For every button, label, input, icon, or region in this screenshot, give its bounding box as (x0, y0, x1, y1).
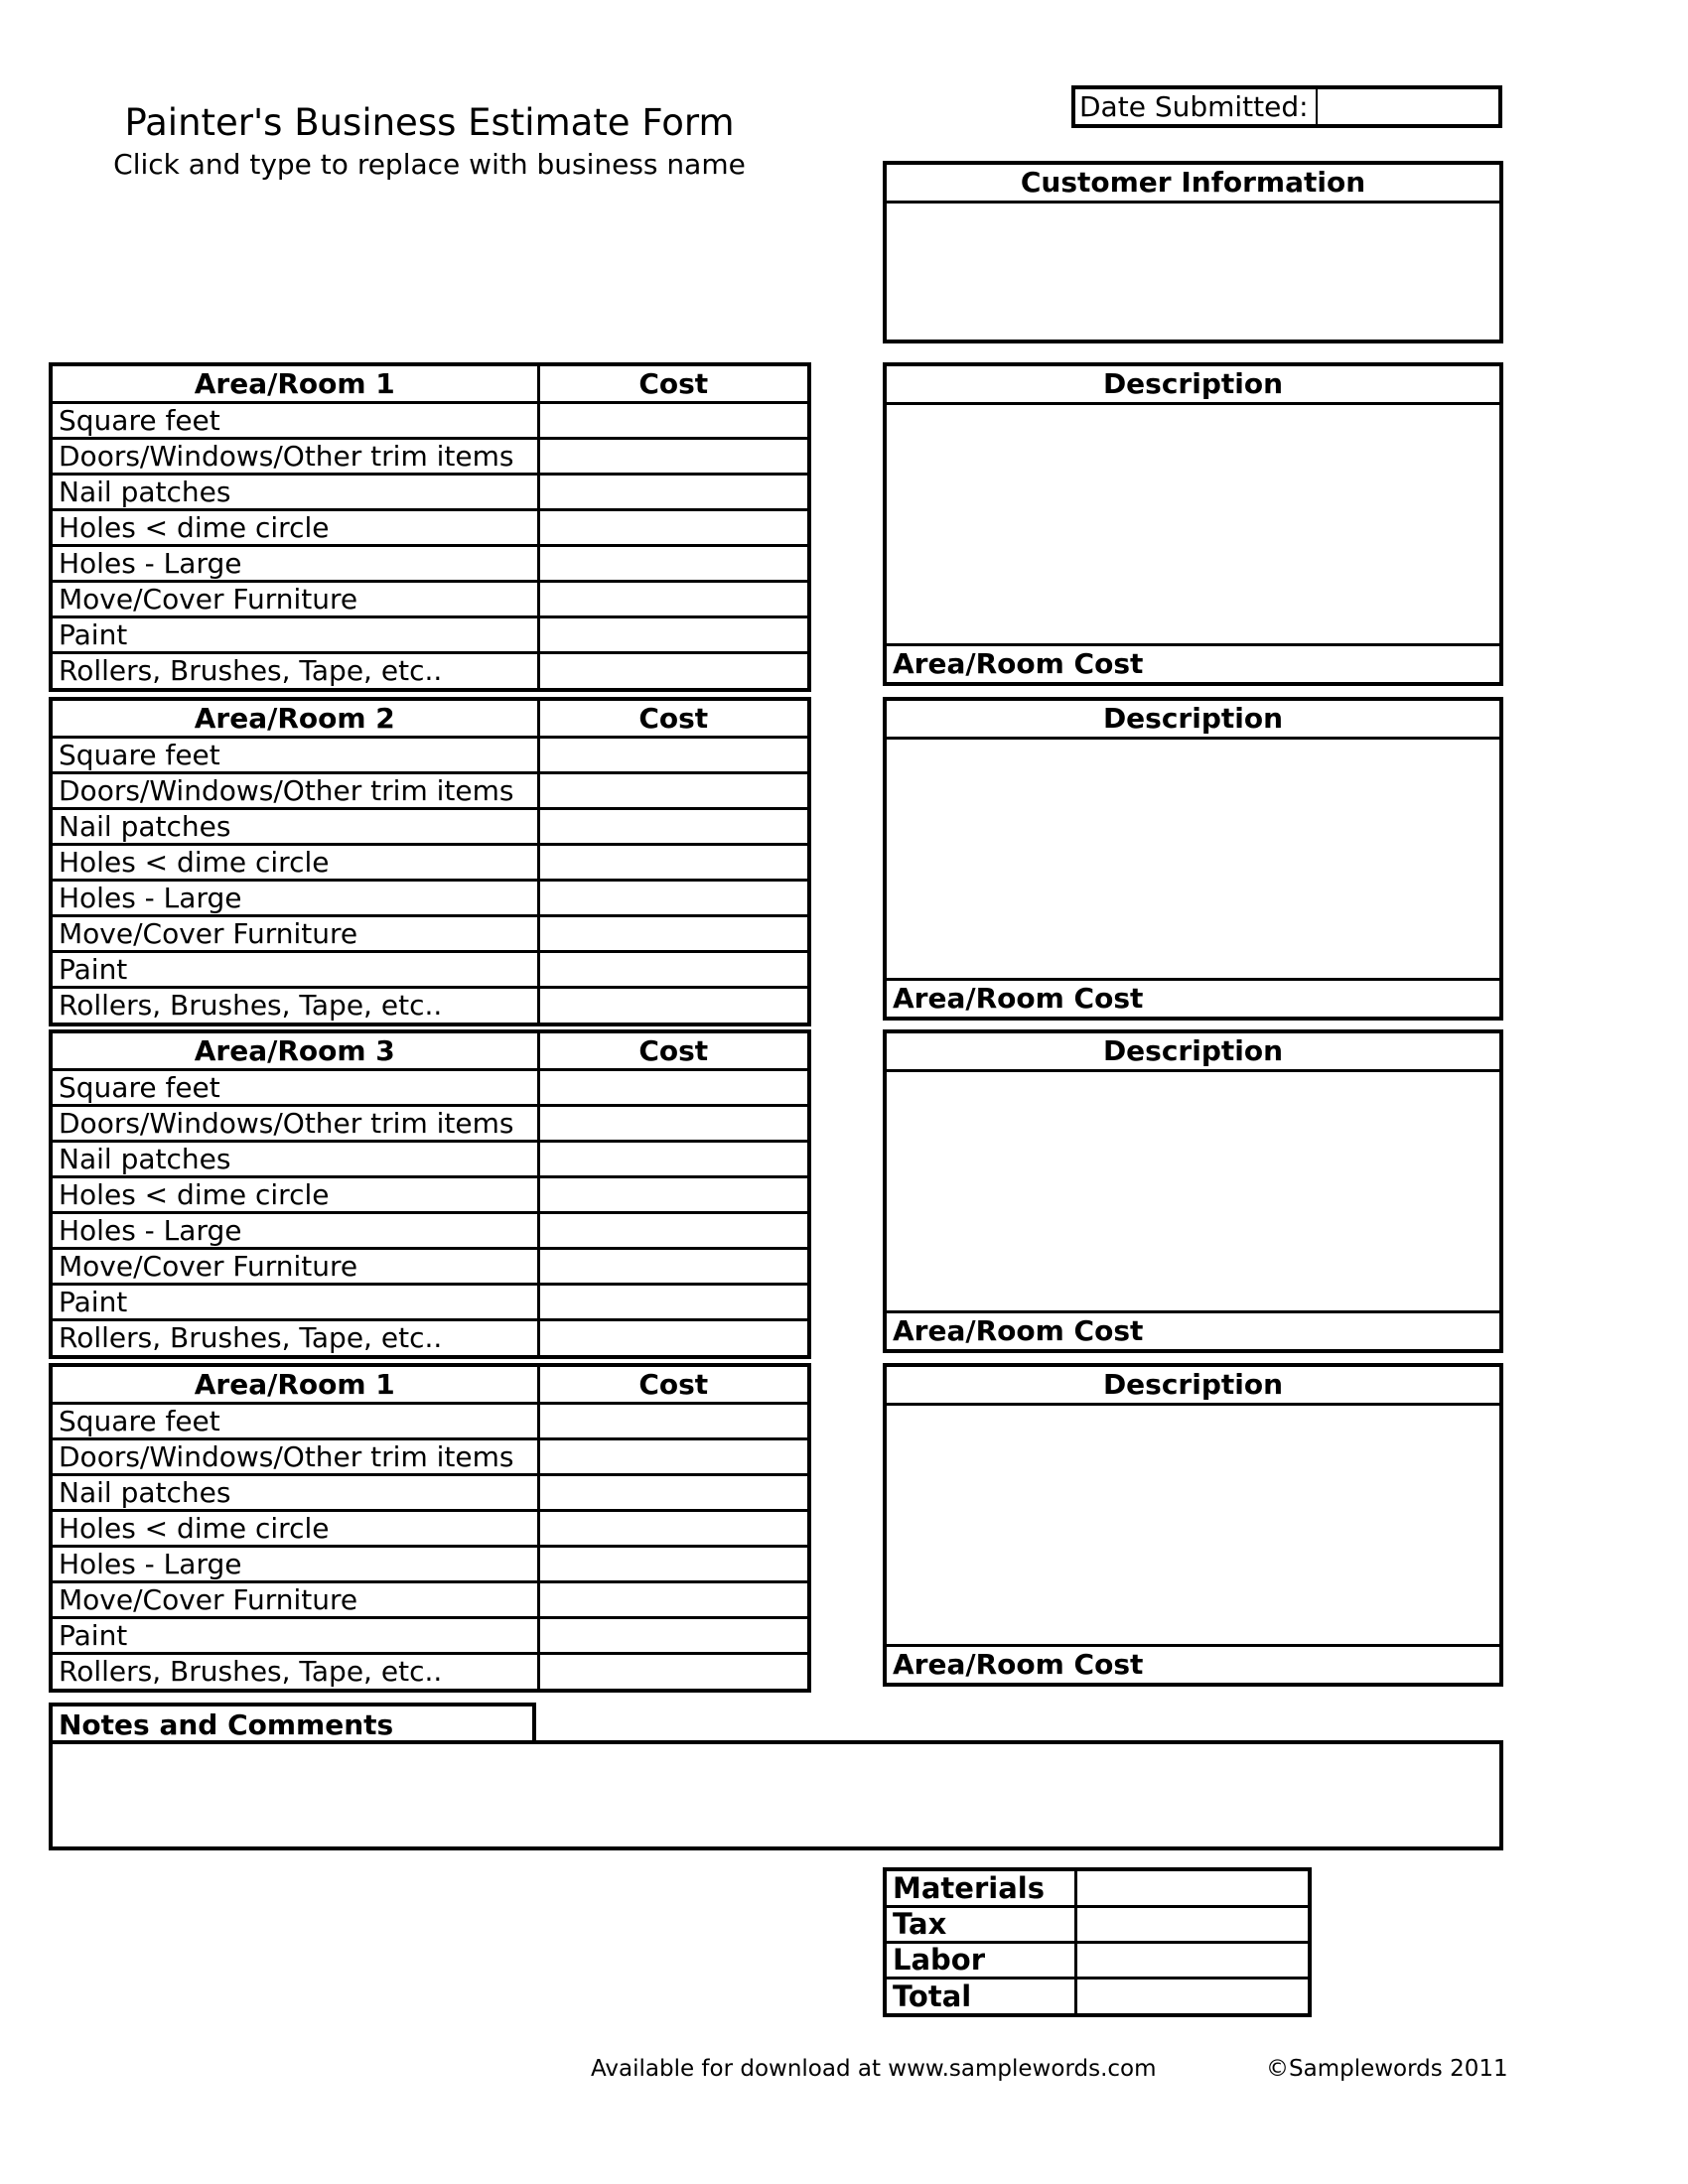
table-row (53, 1403, 807, 1438)
summary-value-input[interactable] (1075, 1871, 1308, 1907)
table-row (53, 808, 807, 844)
cost-input[interactable] (538, 1105, 807, 1141)
date-submitted-label: Date Submitted: (1075, 89, 1318, 124)
item-label: Paint (53, 1284, 538, 1319)
room-cost-label: Area/Room Cost (887, 978, 1499, 1017)
description-header: Description (887, 366, 1499, 405)
cost-header: Cost (538, 701, 807, 737)
item-label: Paint (53, 616, 538, 652)
table-row (53, 1546, 807, 1581)
item-label: Square feet (53, 737, 538, 772)
cost-input[interactable] (538, 438, 807, 474)
item-label: Holes - Large (53, 880, 538, 915)
table-row (53, 772, 807, 808)
summary-value-input[interactable] (1075, 1943, 1308, 1979)
notes-input[interactable] (49, 1740, 1503, 1850)
cost-header: Cost (538, 366, 807, 402)
room-cost-label: Area/Room Cost (887, 1644, 1499, 1683)
description-box (883, 697, 1503, 1021)
table-row (53, 652, 807, 688)
cost-input[interactable] (538, 1546, 807, 1581)
item-label: Doors/Windows/Other trim items (53, 438, 538, 474)
item-label: Doors/Windows/Other trim items (53, 1438, 538, 1474)
table-row (53, 1212, 807, 1248)
business-name-field[interactable]: Click and type to replace with business name (113, 148, 746, 181)
summary-value-input[interactable] (1075, 1907, 1308, 1943)
table-row (53, 1474, 807, 1510)
item-label: Nail patches (53, 1474, 538, 1510)
table-row (53, 1248, 807, 1284)
summary-value-input[interactable] (1075, 1979, 1308, 2014)
table-row (53, 1319, 807, 1355)
cost-header: Cost (538, 1367, 807, 1403)
item-label: Rollers, Brushes, Tape, etc.. (53, 987, 538, 1023)
cost-input[interactable] (538, 915, 807, 951)
cost-input[interactable] (538, 1617, 807, 1653)
item-label: Square feet (53, 1069, 538, 1105)
table-row (53, 987, 807, 1023)
description-box (883, 362, 1503, 686)
summary-row (887, 1943, 1308, 1979)
item-label: Square feet (53, 402, 538, 438)
description-box (883, 1029, 1503, 1353)
cost-input[interactable] (538, 844, 807, 880)
table-row (53, 581, 807, 616)
cost-input[interactable] (538, 545, 807, 581)
item-label: Rollers, Brushes, Tape, etc.. (53, 652, 538, 688)
table-row (53, 1617, 807, 1653)
description-input[interactable] (887, 1406, 1499, 1644)
item-label: Move/Cover Furniture (53, 1248, 538, 1284)
description-header: Description (887, 1367, 1499, 1406)
cost-input[interactable] (538, 880, 807, 915)
summary-label: Tax (887, 1907, 1075, 1943)
cost-input[interactable] (538, 772, 807, 808)
room-cost-table (49, 1029, 811, 1359)
table-row (53, 1141, 807, 1176)
summary-table (883, 1867, 1312, 2017)
summary-label: Total (887, 1979, 1075, 2014)
summary-row (887, 1979, 1308, 2014)
footer-download-text: Available for download at www.samplewords.com (591, 2056, 1157, 2082)
item-label: Square feet (53, 1403, 538, 1438)
table-row (53, 509, 807, 545)
room-cost-table (49, 697, 811, 1026)
footer-copyright: ©Samplewords 2011 (1266, 2056, 1508, 2082)
cost-input[interactable] (538, 987, 807, 1023)
table-row (53, 880, 807, 915)
summary-label: Labor (887, 1943, 1075, 1979)
table-row (53, 402, 807, 438)
item-label: Holes < dime circle (53, 509, 538, 545)
table-row (53, 1176, 807, 1212)
cost-input[interactable] (538, 402, 807, 438)
cost-input[interactable] (538, 737, 807, 772)
cost-input[interactable] (538, 951, 807, 987)
table-row (53, 1284, 807, 1319)
table-row (53, 1581, 807, 1617)
description-header: Description (887, 1033, 1499, 1072)
cost-input[interactable] (538, 1403, 807, 1438)
item-label: Holes < dime circle (53, 844, 538, 880)
item-label: Holes - Large (53, 1212, 538, 1248)
cost-input[interactable] (538, 1510, 807, 1546)
description-input[interactable] (887, 740, 1499, 978)
notes-header: Notes and Comments (49, 1703, 536, 1743)
room-cost-label: Area/Room Cost (887, 1310, 1499, 1349)
item-label: Paint (53, 1617, 538, 1653)
item-label: Doors/Windows/Other trim items (53, 772, 538, 808)
item-label: Rollers, Brushes, Tape, etc.. (53, 1319, 538, 1355)
summary-row (887, 1907, 1308, 1943)
item-label: Nail patches (53, 474, 538, 509)
cost-input[interactable] (538, 1284, 807, 1319)
table-row (53, 545, 807, 581)
room-title: Area/Room 1 (53, 1367, 538, 1403)
table-row (53, 1653, 807, 1689)
room-title: Area/Room 1 (53, 366, 538, 402)
item-label: Move/Cover Furniture (53, 915, 538, 951)
cost-input[interactable] (538, 509, 807, 545)
customer-information-input[interactable] (887, 204, 1499, 342)
table-row (53, 1438, 807, 1474)
item-label: Paint (53, 951, 538, 987)
date-submitted-box (1071, 85, 1502, 128)
table-row (53, 737, 807, 772)
cost-input[interactable] (538, 1248, 807, 1284)
room-cost-table (49, 1363, 811, 1693)
cost-header: Cost (538, 1033, 807, 1069)
item-label: Holes - Large (53, 1546, 538, 1581)
room-title: Area/Room 2 (53, 701, 538, 737)
table-row (53, 474, 807, 509)
description-input[interactable] (887, 405, 1499, 643)
room-cost-label: Area/Room Cost (887, 643, 1499, 682)
cost-input[interactable] (538, 474, 807, 509)
item-label: Doors/Windows/Other trim items (53, 1105, 538, 1141)
table-row (53, 616, 807, 652)
cost-input[interactable] (538, 616, 807, 652)
table-row (53, 844, 807, 880)
item-label: Rollers, Brushes, Tape, etc.. (53, 1653, 538, 1689)
description-header: Description (887, 701, 1499, 740)
item-label: Move/Cover Furniture (53, 1581, 538, 1617)
cost-input[interactable] (538, 652, 807, 688)
cost-input[interactable] (538, 808, 807, 844)
summary-row (887, 1871, 1308, 1907)
date-submitted-input[interactable] (1318, 89, 1498, 124)
table-row (53, 438, 807, 474)
item-label: Holes - Large (53, 545, 538, 581)
description-box (883, 1363, 1503, 1687)
item-label: Nail patches (53, 808, 538, 844)
item-label: Holes < dime circle (53, 1176, 538, 1212)
item-label: Move/Cover Furniture (53, 581, 538, 616)
cost-input[interactable] (538, 1319, 807, 1355)
item-label: Holes < dime circle (53, 1510, 538, 1546)
table-row (53, 1069, 807, 1105)
item-label: Nail patches (53, 1141, 538, 1176)
cost-input[interactable] (538, 1212, 807, 1248)
cost-input[interactable] (538, 1474, 807, 1510)
cost-input[interactable] (538, 1176, 807, 1212)
form-title: Painter's Business Estimate Form (124, 101, 735, 144)
table-row (53, 915, 807, 951)
cost-input[interactable] (538, 581, 807, 616)
cost-input[interactable] (538, 1069, 807, 1105)
table-row (53, 1510, 807, 1546)
table-row (53, 1105, 807, 1141)
cost-input[interactable] (538, 1438, 807, 1474)
customer-information-header: Customer Information (887, 165, 1499, 204)
cost-input[interactable] (538, 1653, 807, 1689)
customer-information-box (883, 161, 1503, 343)
room-title: Area/Room 3 (53, 1033, 538, 1069)
description-input[interactable] (887, 1072, 1499, 1310)
summary-label: Materials (887, 1871, 1075, 1907)
cost-input[interactable] (538, 1141, 807, 1176)
table-row (53, 951, 807, 987)
room-cost-table (49, 362, 811, 692)
cost-input[interactable] (538, 1581, 807, 1617)
